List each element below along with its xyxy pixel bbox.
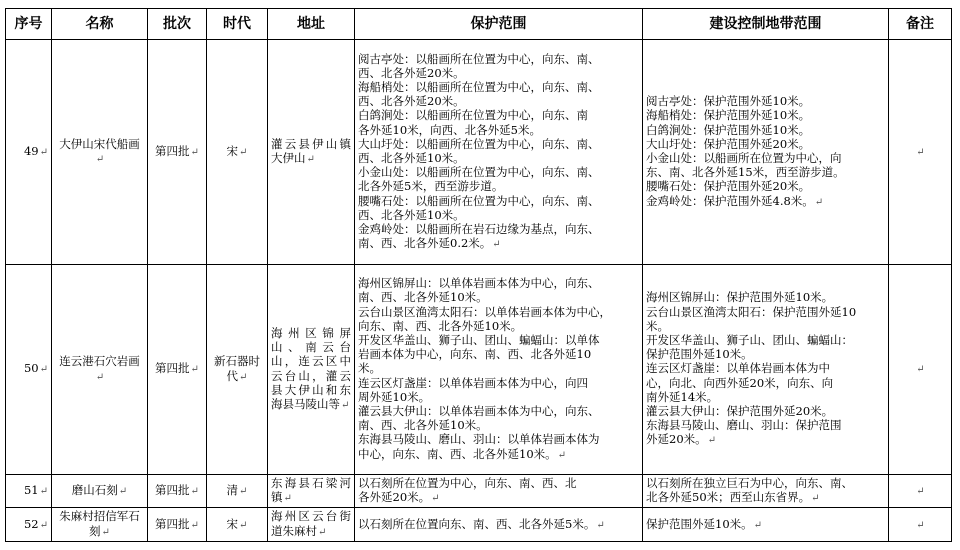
paragraph-mark-icon: ↵ <box>596 519 605 531</box>
protection-range-line: 北各外延5米，西至游步道。 <box>358 179 504 194</box>
control-zone-range-line: 东、南、北各外延15米，西至游步道。 <box>646 165 845 180</box>
era <box>207 40 268 265</box>
address-text: 灌云县伊山镇大伊山 <box>271 136 351 165</box>
site-name <box>52 265 148 475</box>
control-zone-range-line: 金鸡岭处：保护范围外延4.8米。↵ <box>646 193 824 208</box>
protection-range <box>355 508 643 541</box>
table-row <box>6 508 952 541</box>
site-name-text: 连云港石穴岩画 <box>59 354 140 369</box>
site-name <box>52 508 148 541</box>
protection-range-line: 开发区华盖山、狮子山、团山、蝙蝠山：以单体 <box>358 332 600 347</box>
paragraph-mark-icon: ↵ <box>318 526 327 538</box>
protection-range-line: 金鸡岭处：以船画所在岩石边缘为基点，向东、 <box>358 222 600 237</box>
batch-text: 第四批 <box>155 516 190 531</box>
header-cell: 批次 <box>148 9 207 40</box>
header-cell: 建设控制地带范围 <box>643 9 889 40</box>
paragraph-mark-icon: ↵ <box>39 146 48 158</box>
address-text: 海州区锦屏山、南云台山，连云区中云台山，灌云县大伊山和东海县马陵山等 <box>271 325 351 411</box>
table-row <box>6 265 952 475</box>
protection-range-line: 以石刻所在位置向东、南、西、北各外延5米。↵ <box>358 516 605 531</box>
protection-range-line: 小金山处：以船画所在位置为中心，向东、南、 <box>358 165 600 180</box>
era-text: 宋 <box>226 143 239 158</box>
batch <box>148 508 207 541</box>
control-zone-range-line: 云台山景区渔湾太阳石：保护范围外延10 <box>646 304 857 319</box>
address <box>268 475 355 508</box>
protection-range-line: 米。 <box>358 361 381 376</box>
paragraph-mark-icon: ↵ <box>341 399 350 411</box>
paragraph-mark-icon: ↵ <box>190 486 199 498</box>
protection-range-line: 南、西、北各外延10米。 <box>358 418 488 433</box>
paragraph-mark-icon: ↵ <box>707 435 717 447</box>
era <box>207 475 268 508</box>
control-zone-range-line: 东海县马陵山、磨山、羽山：保护范围 <box>646 418 842 433</box>
protection-range-line: 大山圩处：以船画所在位置为中心，向东、南、 <box>358 136 600 151</box>
header-cell: 时代 <box>207 9 268 40</box>
header-cell: 序号 <box>6 9 52 40</box>
control-zone-range-line: 米。 <box>646 318 669 333</box>
protection-range <box>355 475 643 508</box>
note <box>889 508 952 541</box>
control-zone-range <box>643 475 889 508</box>
control-zone-range-line: 以石刻所在独立巨石为中心，向东、南、 <box>646 476 853 490</box>
control-zone-range <box>643 508 889 541</box>
site-name-text: 大伊山宋代船画 <box>59 136 140 151</box>
protection-range-line: 云台山景区渔湾太阳石：以单体岩画本体为中心， <box>358 304 611 319</box>
paragraph-mark-icon: ↵ <box>492 239 501 251</box>
control-zone-range-line: 北各外延50米；西至山东省界。↵ <box>646 490 820 505</box>
era <box>207 508 268 541</box>
protection-range-line: 西、北各外延20米。 <box>358 94 465 109</box>
header-row <box>6 9 952 40</box>
protection-range-line: 以石刻所在位置为中心，向东、南、西、北 <box>358 476 577 490</box>
control-zone-range-line: 开发区华盖山、狮子山、团山、蝙蝠山： <box>646 332 853 347</box>
batch <box>148 40 207 265</box>
protection-range-line: 各外延10米，向西、北各外延5米。 <box>358 122 541 137</box>
paragraph-mark-icon: ↵ <box>39 364 48 376</box>
protection-range-line: 东海县马陵山、磨山、羽山：以单体岩画本体为 <box>358 432 600 447</box>
control-zone-range <box>643 40 889 265</box>
batch-text: 第四批 <box>155 361 190 376</box>
paragraph-mark-icon: ↵ <box>283 493 292 505</box>
table-body <box>6 40 952 542</box>
protection-range <box>355 265 643 475</box>
control-zone-range-line: 连云区灯盏崖：以单体岩画本体为中 <box>646 361 830 376</box>
protection-range-line: 向东、南、西、北各外延10米。 <box>358 318 523 333</box>
paragraph-mark-icon: ↵ <box>753 519 763 531</box>
paragraph-mark-icon: ↵ <box>916 146 925 158</box>
site-name <box>52 475 148 508</box>
paragraph-mark-icon: ↵ <box>239 146 248 158</box>
protection-range <box>355 40 643 265</box>
era-text: 宋 <box>226 516 239 531</box>
batch-text: 第四批 <box>155 143 190 158</box>
row-number-text: 49 <box>23 143 39 158</box>
protection-range-line: 南、西、北各外延0.2米。↵ <box>358 236 501 251</box>
heritage-table <box>5 8 952 542</box>
control-zone-range-line: 保护范围外延10米。 <box>646 347 753 362</box>
address-text: 海州区云台街道朱麻村 <box>271 509 351 538</box>
protection-range-line: 连云区灯盏崖：以单体岩画本体为中心，向四 <box>358 375 588 390</box>
row-number <box>6 40 52 265</box>
control-zone-range-line: 小金山处：以船画所在位置为中心，向 <box>646 151 842 165</box>
row-number <box>6 265 52 475</box>
note <box>889 265 952 475</box>
control-zone-range-line: 海州区锦屏山：保护范围外延10米。 <box>646 290 834 305</box>
batch-text: 第四批 <box>155 483 190 498</box>
control-zone-range-line: 保护范围外延10米。↵ <box>646 516 763 531</box>
control-zone-range-line: 南外延14米。 <box>646 389 719 404</box>
era-text: 新石器时代 <box>214 354 260 383</box>
paragraph-mark-icon: ↵ <box>239 486 248 498</box>
paragraph-mark-icon: ↵ <box>239 519 248 531</box>
note <box>889 40 952 265</box>
address <box>268 40 355 265</box>
row-number <box>6 475 52 508</box>
batch <box>148 265 207 475</box>
paragraph-mark-icon: ↵ <box>916 519 925 531</box>
control-zone-range-line: 白鸽涧处：保护范围外延10米。 <box>646 122 811 137</box>
control-zone-range-line: 大山圩处：保护范围外延20米。 <box>646 136 811 151</box>
paragraph-mark-icon: ↵ <box>39 519 48 531</box>
protection-range-line: 海州区锦屏山：以单体岩画本体为中心，向东、 <box>358 276 600 291</box>
address-text: 东海县石梁河镇 <box>271 476 351 505</box>
control-zone-range-line: 外延20米。↵ <box>646 432 717 447</box>
era-text: 清 <box>226 483 239 498</box>
site-name-text: 磨山石刻 <box>71 483 118 498</box>
paragraph-mark-icon: ↵ <box>814 196 824 208</box>
paragraph-mark-icon: ↵ <box>101 526 110 538</box>
control-zone-range-line: 阅古亭处：保护范围外延10米。 <box>646 94 811 109</box>
header-cell: 名称 <box>52 9 148 40</box>
paragraph-mark-icon: ↵ <box>239 371 248 383</box>
protection-range-line: 周外延10米。 <box>358 389 431 404</box>
paragraph-mark-icon: ↵ <box>431 493 440 505</box>
paragraph-mark-icon: ↵ <box>190 519 199 531</box>
protection-range-line: 海船梢处：以船画所在位置为中心，向东、南、 <box>358 79 600 94</box>
paragraph-mark-icon: ↵ <box>306 154 315 165</box>
header-cell: 备注 <box>889 9 952 40</box>
address <box>268 508 355 541</box>
control-zone-range <box>643 265 889 475</box>
protection-range-line: 中心，向东、南、西、北各外延10米。↵ <box>358 446 567 461</box>
site-name <box>52 40 148 265</box>
row-number-text: 52 <box>23 516 39 531</box>
control-zone-range-line: 心，向北、向西外延20米，向东、向 <box>646 375 834 390</box>
row-number-text: 50 <box>23 361 39 376</box>
control-zone-range-line: 腰嘴石处：保护范围外延20米。 <box>646 179 811 194</box>
row-number <box>6 508 52 541</box>
paragraph-mark-icon: ↵ <box>916 486 925 498</box>
era <box>207 265 268 475</box>
paragraph-mark-icon: ↵ <box>95 154 105 165</box>
protection-range-line: 灌云县大伊山：以单体岩画本体为中心，向东、 <box>358 404 600 418</box>
protection-range-line: 腰嘴石处：以船画所在位置为中心，向东、南、 <box>358 193 600 208</box>
protection-range-line: 白鸽涧处：以船画所在位置为中心，向东、南 <box>358 108 588 123</box>
batch <box>148 475 207 508</box>
protection-range-line: 岩画本体为中心，向东、南、西、北各外延10 <box>358 347 592 362</box>
paragraph-mark-icon: ↵ <box>39 486 48 498</box>
protection-range-line: 西、北各外延20米。 <box>358 65 465 80</box>
paragraph-mark-icon: ↵ <box>190 146 199 158</box>
protection-range-line: 西、北各外延10米。 <box>358 151 465 165</box>
address <box>268 265 355 475</box>
paragraph-mark-icon: ↵ <box>916 364 925 376</box>
table-row <box>6 475 952 508</box>
protection-range-line: 各外延20米。↵ <box>358 490 440 505</box>
header-cell: 地址 <box>268 9 355 40</box>
paragraph-mark-icon: ↵ <box>118 486 128 498</box>
protection-range-line: 西、北各外延10米。 <box>358 207 465 222</box>
protection-range-line: 阅古亭处：以船画所在位置为中心，向东、南、 <box>358 51 600 66</box>
site-name-text: 朱麻村招信军石刻 <box>59 509 140 538</box>
note <box>889 475 952 508</box>
paragraph-mark-icon: ↵ <box>557 449 567 461</box>
control-zone-range-line: 灌云县大伊山：保护范围外延20米。 <box>646 404 834 418</box>
row-number-text: 51 <box>23 483 39 498</box>
paragraph-mark-icon: ↵ <box>811 493 820 505</box>
protection-range-line: 南、西、北各外延10米。 <box>358 290 488 305</box>
header-cell: 保护范围 <box>355 9 643 40</box>
paragraph-mark-icon: ↵ <box>190 364 199 376</box>
table-row <box>6 40 952 265</box>
paragraph-mark-icon: ↵ <box>95 371 105 383</box>
control-zone-range-line: 海船梢处：保护范围外延10米。 <box>646 108 811 123</box>
